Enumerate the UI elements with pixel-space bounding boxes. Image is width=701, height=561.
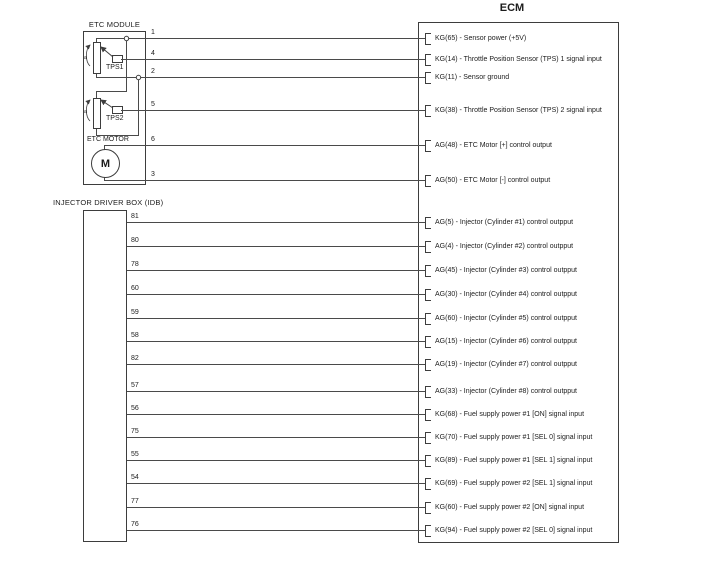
pin-number: 77	[131, 498, 139, 505]
tps1-label: TPS1	[106, 64, 124, 71]
ecm-pin-bracket	[425, 175, 431, 187]
wire	[127, 364, 425, 365]
motor-letter: M	[100, 157, 111, 170]
pin-number: 3	[151, 171, 155, 178]
ecm-pin-label: KG(70) - Fuel supply power #1 [SEL 0] signal input	[435, 434, 593, 441]
ecm-pin-label: KG(68) - Fuel supply power #1 [ON] signal input	[435, 411, 585, 418]
ecm-pin-bracket	[425, 432, 431, 444]
ecm-pin-bracket	[425, 478, 431, 490]
wire	[127, 507, 425, 508]
tps2-top-stub	[96, 91, 97, 98]
ecm-pin-bracket	[425, 54, 431, 66]
pin-number: 58	[131, 332, 139, 339]
ecm-pin-label: KG(11) - Sensor ground	[435, 74, 510, 81]
tps2-potentiometer	[93, 98, 101, 129]
ecm-pin-label: KG(94) - Fuel supply power #2 [SEL 0] signal input	[435, 527, 593, 534]
ecm-title: ECM	[499, 2, 525, 14]
tps2-bottom-stub	[96, 128, 97, 135]
pin-number: 57	[131, 382, 139, 389]
ecm-pin-bracket	[425, 455, 431, 467]
ecm-pin-label: KG(14) - Throttle Position Sensor (TPS) 1 signal input	[435, 56, 602, 63]
ecm-pin-label: AG(5) - Injector (Cylinder #1) control outpput	[435, 219, 574, 226]
ecm-pin-label: KG(89) - Fuel supply power #1 [SEL 1] signal input	[435, 457, 593, 464]
ecm-pin-bracket	[425, 502, 431, 514]
wire	[127, 222, 425, 223]
pin-number: 80	[131, 237, 139, 244]
wire	[121, 110, 425, 111]
etc-motor-symbol	[91, 149, 120, 178]
pin-number: 82	[131, 355, 139, 362]
sensor-ground-branch-v	[138, 77, 139, 135]
ecm-pin-label: AG(15) - Injector (Cylinder #6) control outpput	[435, 338, 578, 345]
pin-number: 6	[151, 136, 155, 143]
wire	[127, 530, 425, 531]
pin-number: 55	[131, 451, 139, 458]
ecm-pin-bracket	[425, 313, 431, 325]
sensor-power-branch-v	[126, 38, 127, 91]
etc-module-title: ETC MODULE	[88, 20, 141, 29]
pin-number: 81	[131, 213, 139, 220]
tps2-angle-label: a	[84, 109, 88, 115]
ecm-pin-label: KG(60) - Fuel supply power #2 [ON] signal input	[435, 504, 585, 511]
ecm-pin-label: KG(65) - Sensor power (+5V)	[435, 35, 527, 42]
pin-number: 60	[131, 285, 139, 292]
ecm-pin-label: AG(48) - ETC Motor [+] control output	[435, 142, 552, 149]
ecm-pin-label: AG(45) - Injector (Cylinder #3) control outpput	[435, 267, 578, 274]
wire	[127, 341, 425, 342]
wire	[104, 145, 425, 146]
ecm-pin-bracket	[425, 386, 431, 398]
ecm-pin-label: AG(33) - Injector (Cylinder #8) control outpput	[435, 388, 578, 395]
wire	[127, 246, 425, 247]
wire	[127, 437, 425, 438]
ecm-pin-label: AG(60) - Injector (Cylinder #5) control outpput	[435, 315, 578, 322]
ecm-pin-label: AG(4) - Injector (Cylinder #2) control outpput	[435, 243, 574, 250]
ecm-pin-label: AG(50) - ETC Motor [-] control output	[435, 177, 551, 184]
wire	[127, 318, 425, 319]
wire	[127, 391, 425, 392]
ecm-pin-bracket	[425, 265, 431, 277]
tps1-angle-label: a	[84, 55, 88, 61]
ecm-pin-bracket	[425, 33, 431, 45]
wire	[127, 483, 425, 484]
ecm-pin-bracket	[425, 241, 431, 253]
ecm-pin-bracket	[425, 289, 431, 301]
wire	[96, 77, 425, 78]
pin-number: 75	[131, 428, 139, 435]
ecm-pin-bracket	[425, 217, 431, 229]
pin-number: 1	[151, 29, 155, 36]
pin-number: 76	[131, 521, 139, 528]
ecm-pin-bracket	[425, 359, 431, 371]
wire	[121, 59, 425, 60]
ecm-pin-bracket	[425, 409, 431, 421]
pin-number: 2	[151, 68, 155, 75]
ecm-pin-bracket	[425, 336, 431, 348]
ecm-pin-label: KG(38) - Throttle Position Sensor (TPS) 2 signal input	[435, 107, 602, 114]
ecm-pin-bracket	[425, 140, 431, 152]
pin-number: 4	[151, 50, 155, 57]
sensor-power-branch-h	[96, 91, 127, 92]
idb-box	[83, 210, 127, 542]
ecm-pin-bracket	[425, 525, 431, 537]
pin-number: 5	[151, 101, 155, 108]
ecm-pin-label: AG(19) - Injector (Cylinder #7) control outpput	[435, 361, 578, 368]
pin-number: 78	[131, 261, 139, 268]
pin-number: 54	[131, 474, 139, 481]
tps2-label: TPS2	[106, 115, 124, 122]
wire	[127, 270, 425, 271]
wire	[127, 460, 425, 461]
ecm-pin-bracket	[425, 72, 431, 84]
ecm-pin-label: KG(69) - Fuel supply power #2 [SEL 1] signal input	[435, 480, 593, 487]
wire	[127, 294, 425, 295]
wire	[96, 38, 425, 39]
etc-motor-label: ETC MOTOR	[87, 136, 129, 143]
ecm-pin-bracket	[425, 105, 431, 117]
wire	[104, 180, 425, 181]
pin-number: 56	[131, 405, 139, 412]
idb-title: INJECTOR DRIVER BOX (IDB)	[53, 198, 164, 207]
pin-number: 59	[131, 309, 139, 316]
tps1-potentiometer	[93, 42, 101, 74]
ecm-pin-label: AG(30) - Injector (Cylinder #4) control outpput	[435, 291, 578, 298]
wire	[127, 414, 425, 415]
